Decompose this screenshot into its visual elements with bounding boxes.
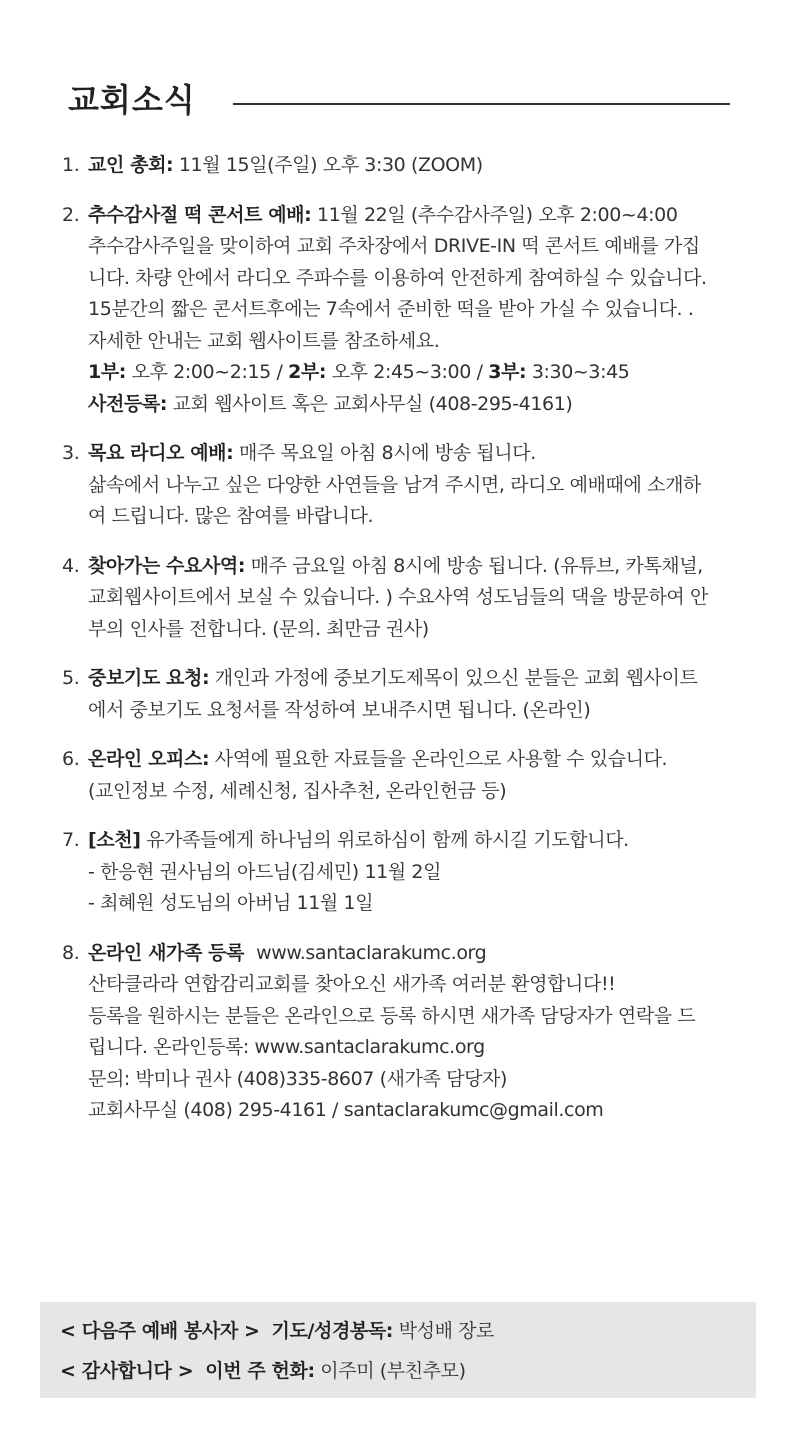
register-text: 교회 웹사이트 혹은 교회사무실 (408-295-4161)	[167, 392, 573, 415]
item-text-line: 에서 중보기도 요청서를 작성하여 보내주시면 됩니다. (온라인)	[88, 698, 591, 721]
item-title-rest: 유가족들에게 하나님의 위로하심이 함께 하시길 기도합니다.	[140, 829, 629, 851]
part2-time: 오후 2:45~3:00 /	[326, 361, 489, 383]
item-text-line: 문의: 박미나 권사 (408)335-8607 (새가족 담당자)	[88, 1067, 507, 1090]
item-number: 2.	[62, 203, 80, 226]
item-number: 1.	[62, 154, 80, 176]
volunteer-label: 기도/성경봉독:	[271, 1320, 394, 1342]
item-title-rest: 매주 목요일 아침 8시에 방송 됩니다.	[233, 442, 536, 464]
item-text-line: - 한응현 권사님의 아드님(김세민) 11월 2일	[88, 860, 442, 883]
item-title: 온라인 오피스:	[88, 748, 210, 770]
item-title-line	[88, 938, 762, 970]
volunteer-tag: < 다음주 예배 봉사자 >	[60, 1320, 260, 1342]
service-footer	[40, 1302, 756, 1398]
news-item	[62, 200, 762, 421]
item-title-rest: 개인과 가정에 중보기도제목이 있으신 분들은 교회 웹사이트	[209, 667, 698, 689]
register-label: 사전등록:	[88, 392, 168, 415]
item-text-line: 니다. 차량 안에서 라디오 주파수를 이용하여 안전하게 참여하실 수 있습니다.	[88, 266, 707, 289]
page-header	[68, 78, 730, 128]
part1-time: 오후 2:00~2:15 /	[125, 361, 289, 383]
volunteer-row	[60, 1316, 494, 1343]
news-list	[62, 150, 762, 1145]
item-title: 목요 라디오 예배:	[88, 442, 234, 464]
website-link[interactable]: www.santaclarakumc.org	[256, 941, 487, 964]
thanks-value: 이주미 (부친추모)	[314, 1360, 466, 1382]
item-text-line: 산타클라라 연합감리교회를 찾아오신 새가족 여러분 환영합니다!!	[88, 973, 616, 995]
news-item	[62, 938, 762, 1127]
item-title-rest: 매주 금요일 아침 8시에 방송 됩니다. (유튜브, 카톡채널,	[245, 554, 703, 577]
item-text-line: 부의 인사를 전합니다. (문의. 최만금 권사)	[88, 617, 429, 640]
item-text-line: 교회웹사이트에서 보실 수 있습니다. ) 수요사역 성도님들의 댁을 방문하여 안	[88, 586, 708, 608]
item-number: 8.	[62, 941, 80, 964]
register-line	[88, 389, 762, 421]
page-title: 교회소식	[68, 81, 196, 119]
item-text-line: - 최혜원 성도님의 아버님 11월 1일	[88, 892, 374, 914]
item-title-rest: 사역에 필요한 자료들을 온라인으로 사용할 수 있습니다.	[209, 748, 668, 770]
item-title-line	[88, 825, 762, 857]
part2-label: 2부:	[288, 361, 327, 383]
item-text-line: 교회사무실 (408) 295-4161 / santaclarakumc@gmail.com	[88, 1099, 604, 1121]
item-title-line	[88, 200, 762, 232]
part3-label: 3부:	[488, 361, 527, 383]
item-title-line	[88, 150, 762, 182]
item-title: 교인 총회:	[88, 154, 174, 176]
schedule-line	[88, 357, 762, 389]
item-text-line: (교인정보 수정, 세례신청, 집사추천, 온라인헌금 등)	[88, 779, 507, 802]
title-rule	[233, 103, 730, 105]
item-title-rest: 11월 22일 (추수감사주일) 오후 2:00~4:00	[311, 203, 678, 226]
thanks-tag: < 감사합니다 >	[60, 1360, 194, 1382]
item-title: 중보기도 요청:	[88, 667, 210, 689]
volunteer-value: 박성배 장로	[393, 1320, 495, 1342]
news-item	[62, 744, 762, 807]
news-item	[62, 150, 762, 182]
thanks-label: 이번 주 헌화:	[205, 1360, 315, 1382]
item-text-line: 여 드립니다. 많은 참여를 바랍니다.	[88, 505, 374, 527]
item-text-line: 15분간의 짧은 콘서트후에는 7속에서 준비한 떡을 받아 가실 수 있습니다. .	[88, 298, 694, 320]
item-title: [소천]	[88, 829, 141, 851]
news-item	[62, 551, 762, 646]
part3-time: 3:30~3:45	[526, 361, 630, 383]
item-number: 7.	[62, 829, 80, 851]
item-title-line	[88, 438, 762, 470]
item-number: 6.	[62, 748, 80, 770]
item-title-line	[88, 744, 762, 776]
news-item	[62, 825, 762, 920]
item-text-line: 자세한 안내는 교회 웹사이트를 참조하세요.	[88, 329, 440, 352]
item-text-line: 삶속에서 나누고 싶은 다양한 사연들을 남겨 주시면, 라디오 예배때에 소개하	[88, 473, 701, 496]
news-item	[62, 438, 762, 533]
item-number: 5.	[62, 667, 80, 689]
item-text-line: 립니다. 온라인등록: www.santaclarakumc.org	[88, 1036, 485, 1058]
news-item	[62, 663, 762, 726]
item-title: 찾아가는 수요사역:	[88, 554, 246, 577]
thanks-row	[60, 1356, 466, 1383]
item-title-line	[88, 663, 762, 695]
item-text-line: 추수감사주일을 맞이하여 교회 주차장에서 DRIVE-IN 떡 콘서트 예배를 가집	[88, 235, 700, 257]
item-text-line: 등록을 원하시는 분들은 온라인으로 등록 하시면 새가족 담당자가 연락을 드	[88, 1004, 696, 1027]
item-title-rest: 11월 15일(주일) 오후 3:30 (ZOOM)	[173, 154, 483, 176]
item-title-line	[88, 551, 762, 583]
item-title: 추수감사절 떡 콘서트 예배:	[88, 203, 312, 226]
part1-label: 1부:	[88, 361, 126, 383]
item-number: 3.	[62, 442, 80, 464]
item-title: 온라인 새가족 등록	[88, 941, 245, 964]
item-number: 4.	[62, 554, 80, 577]
